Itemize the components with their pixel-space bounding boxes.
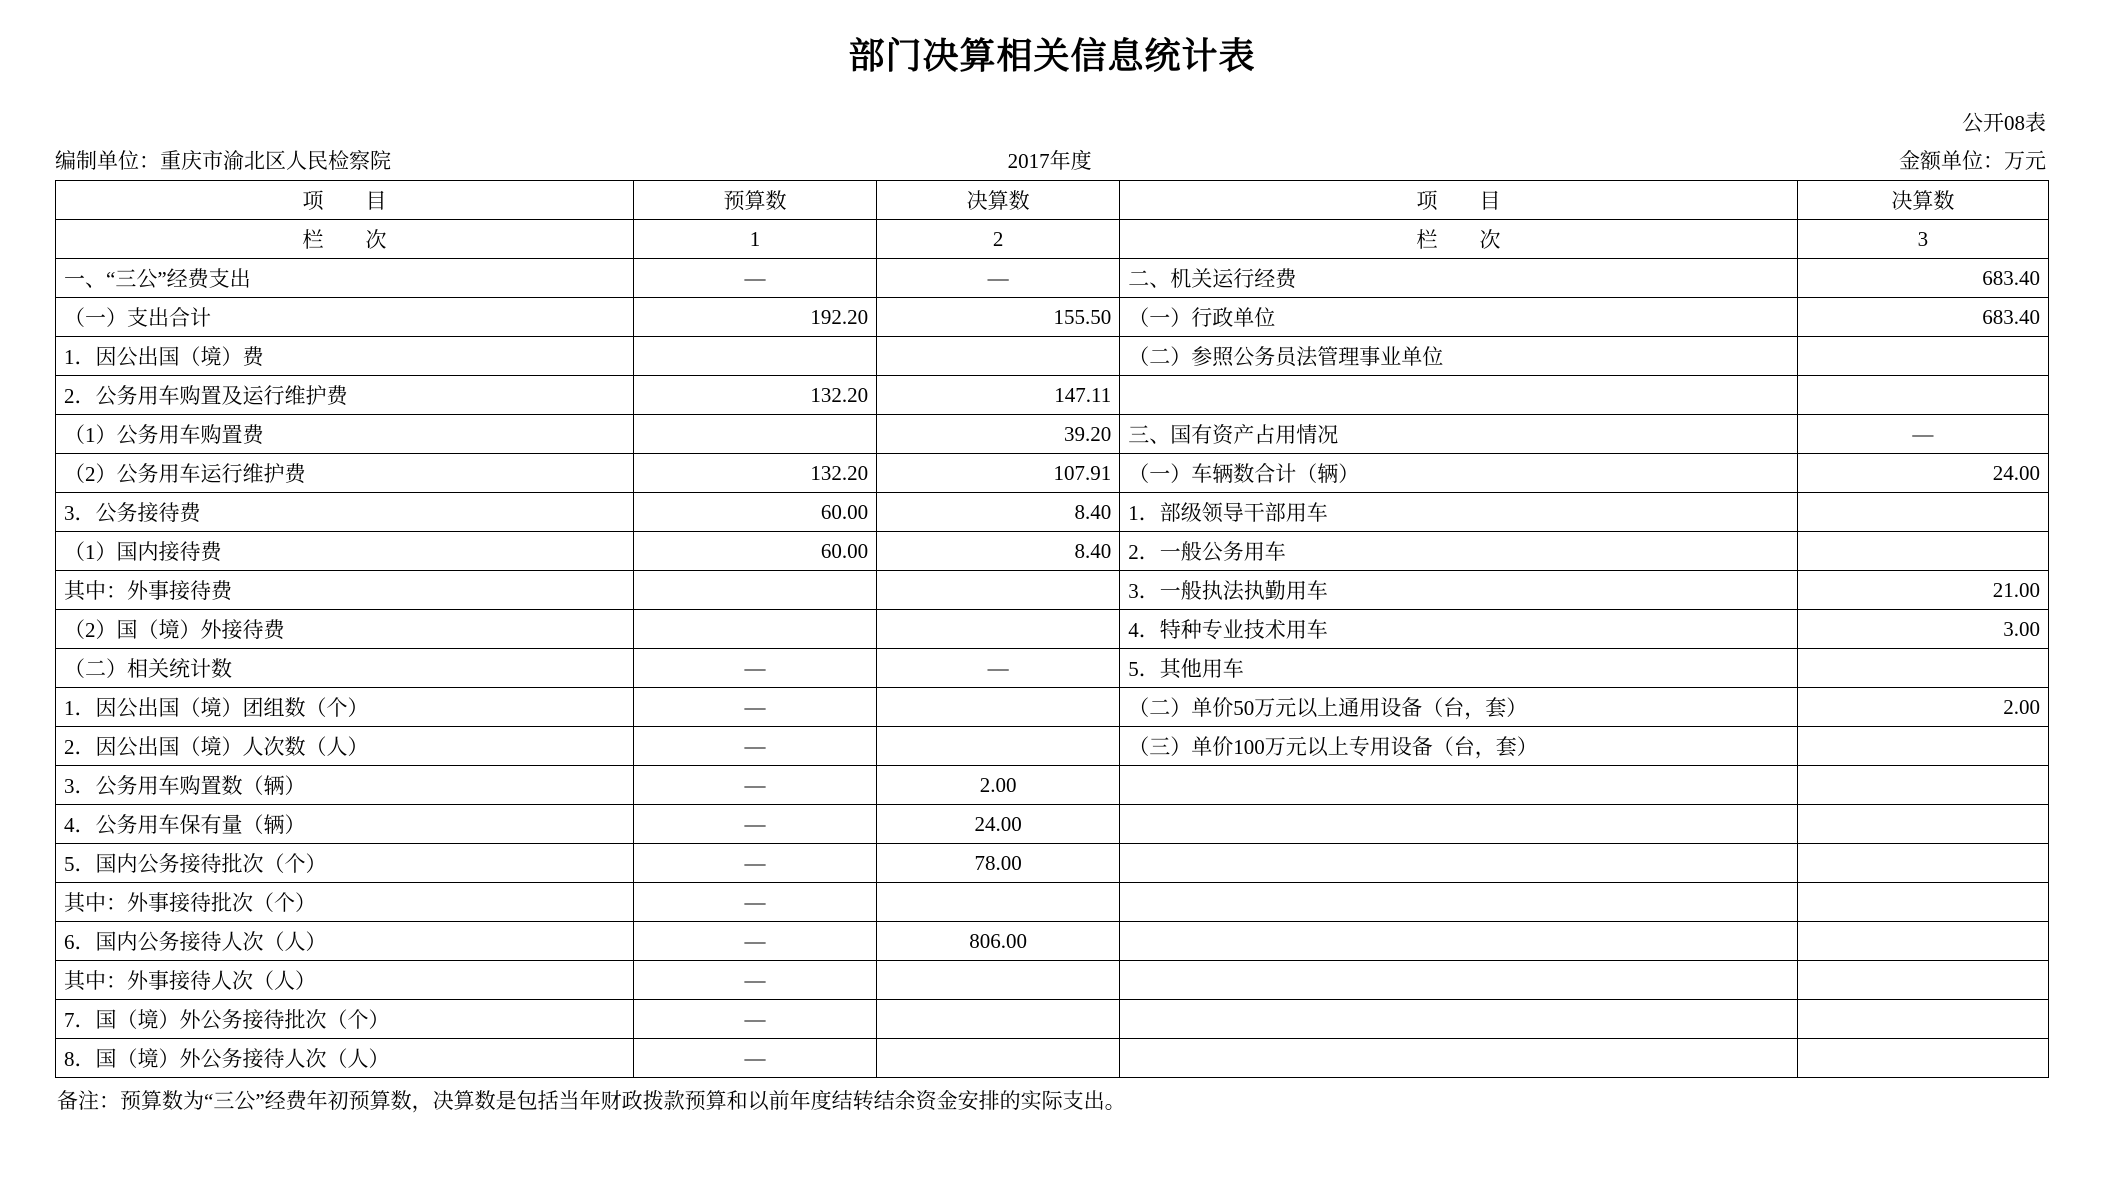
row-left-item: （一）支出合计	[56, 298, 634, 337]
row-left-item: （2）国（境）外接待费	[56, 610, 634, 649]
table-column-index-row	[56, 220, 2049, 259]
row-budget-value: —	[633, 688, 876, 727]
row-final-value	[877, 961, 1120, 1000]
row-right-item	[1120, 844, 1798, 883]
compiling-unit-label: 编制单位：重庆市渝北区人民检察院	[55, 149, 391, 173]
document-page	[0, 28, 2104, 1200]
header-right-item: 项 目	[1120, 181, 1798, 220]
column-index-3: 3	[1797, 220, 2048, 259]
row-left-item: （1）公务用车购置费	[56, 415, 634, 454]
column-index-2: 2	[877, 220, 1120, 259]
row-right-final-value	[1797, 727, 2048, 766]
row-right-item	[1120, 766, 1798, 805]
table-header-row	[56, 181, 2049, 220]
row-right-final-value: 683.40	[1797, 298, 2048, 337]
row-budget-value	[633, 415, 876, 454]
row-right-item: （二）参照公务员法管理事业单位	[1120, 337, 1798, 376]
row-final-value: 78.00	[877, 844, 1120, 883]
header-right-final: 决算数	[1797, 181, 2048, 220]
row-right-final-value: 3.00	[1797, 610, 2048, 649]
row-right-item: （二）单价50万元以上通用设备（台，套）	[1120, 688, 1798, 727]
row-left-item: 8．国（境）外公务接待人次（人）	[56, 1039, 634, 1078]
row-left-item: 3．公务用车购置数（辆）	[56, 766, 634, 805]
table-row	[56, 688, 2049, 727]
row-right-final-value	[1797, 376, 2048, 415]
row-right-item: 4．特种专业技术用车	[1120, 610, 1798, 649]
table-row	[56, 415, 2049, 454]
row-left-item: 一、“三公”经费支出	[56, 259, 634, 298]
row-final-value: 24.00	[877, 805, 1120, 844]
row-right-item: （一）车辆数合计（辆）	[1120, 454, 1798, 493]
row-right-item	[1120, 805, 1798, 844]
row-left-item: 7．国（境）外公务接待批次（个）	[56, 1000, 634, 1039]
row-right-item	[1120, 883, 1798, 922]
row-right-item: 2．一般公务用车	[1120, 532, 1798, 571]
row-right-final-value: 21.00	[1797, 571, 2048, 610]
row-final-value: 8.40	[877, 493, 1120, 532]
row-left-item: 6．国内公务接待人次（人）	[56, 922, 634, 961]
row-budget-value: 60.00	[633, 532, 876, 571]
row-final-value	[877, 610, 1120, 649]
row-right-final-value	[1797, 805, 2048, 844]
header-left-item: 项 目	[56, 181, 634, 220]
row-right-final-value	[1797, 883, 2048, 922]
row-left-item: 其中：外事接待人次（人）	[56, 961, 634, 1000]
row-left-item: （二）相关统计数	[56, 649, 634, 688]
row-right-item: 3．一般执法执勤用车	[1120, 571, 1798, 610]
row-right-final-value	[1797, 337, 2048, 376]
table-row	[56, 844, 2049, 883]
row-right-final-value: 24.00	[1797, 454, 2048, 493]
row-right-item: 1．部级领导干部用车	[1120, 493, 1798, 532]
row-left-item: 其中：外事接待批次（个）	[56, 883, 634, 922]
row-left-item: （2）公务用车运行维护费	[56, 454, 634, 493]
table-row	[56, 922, 2049, 961]
row-left-item: 1．因公出国（境）费	[56, 337, 634, 376]
row-budget-value: 192.20	[633, 298, 876, 337]
table-row	[56, 805, 2049, 844]
row-right-final-value	[1797, 649, 2048, 688]
row-left-item: 其中：外事接待费	[56, 571, 634, 610]
row-budget-value	[633, 571, 876, 610]
row-budget-value: —	[633, 1000, 876, 1039]
table-row	[56, 337, 2049, 376]
table-row	[56, 376, 2049, 415]
row-right-item	[1120, 1039, 1798, 1078]
row-budget-value: —	[633, 766, 876, 805]
row-budget-value: —	[633, 883, 876, 922]
row-right-item	[1120, 376, 1798, 415]
row-final-value: —	[877, 259, 1120, 298]
header-final: 决算数	[877, 181, 1120, 220]
row-right-final-value	[1797, 493, 2048, 532]
fiscal-year-label: 2017年度	[1007, 149, 1092, 173]
row-budget-value: —	[633, 922, 876, 961]
row-right-item	[1120, 1000, 1798, 1039]
row-budget-value: 60.00	[633, 493, 876, 532]
row-right-item: （三）单价100万元以上专用设备（台，套）	[1120, 727, 1798, 766]
row-right-final-value	[1797, 922, 2048, 961]
row-left-item: 1．因公出国（境）团组数（个）	[56, 688, 634, 727]
row-final-value: 2.00	[877, 766, 1120, 805]
row-budget-value: 132.20	[633, 454, 876, 493]
row-right-final-value	[1797, 532, 2048, 571]
column-label-left: 栏 次	[56, 220, 634, 259]
row-right-final-value	[1797, 961, 2048, 1000]
row-budget-value: —	[633, 649, 876, 688]
row-budget-value: —	[633, 1039, 876, 1078]
row-final-value: 39.20	[877, 415, 1120, 454]
table-row	[56, 259, 2049, 298]
table-row	[56, 649, 2049, 688]
table-row	[56, 610, 2049, 649]
amount-unit-label: 金额单位：万元	[1899, 149, 2046, 173]
row-right-final-value: 683.40	[1797, 259, 2048, 298]
table-row	[56, 883, 2049, 922]
row-right-item	[1120, 961, 1798, 1000]
row-budget-value	[633, 337, 876, 376]
table-row	[56, 961, 2049, 1000]
row-final-value: —	[877, 649, 1120, 688]
row-right-item	[1120, 922, 1798, 961]
row-right-final-value	[1797, 1000, 2048, 1039]
row-final-value: 107.91	[877, 454, 1120, 493]
table-row	[56, 766, 2049, 805]
table-footnote: 备注：预算数为“三公”经费年初预算数，决算数是包括当年财政拨款预算和以前年度结转结余资金安排的实际支出。	[57, 1089, 1126, 1113]
table-row	[56, 1039, 2049, 1078]
column-index-1: 1	[633, 220, 876, 259]
document-meta	[55, 145, 2049, 175]
table-row	[56, 532, 2049, 571]
row-right-final-value	[1797, 844, 2048, 883]
row-final-value	[877, 1000, 1120, 1039]
row-final-value: 806.00	[877, 922, 1120, 961]
row-final-value	[877, 571, 1120, 610]
row-left-item: 3．公务接待费	[56, 493, 634, 532]
row-final-value: 147.11	[877, 376, 1120, 415]
row-budget-value	[633, 610, 876, 649]
row-final-value	[877, 883, 1120, 922]
column-label-right: 栏 次	[1120, 220, 1798, 259]
row-right-final-value: —	[1797, 415, 2048, 454]
row-budget-value: —	[633, 961, 876, 1000]
row-final-value: 8.40	[877, 532, 1120, 571]
row-final-value: 155.50	[877, 298, 1120, 337]
row-budget-value: 132.20	[633, 376, 876, 415]
row-budget-value: —	[633, 259, 876, 298]
row-right-item: 三、国有资产占用情况	[1120, 415, 1798, 454]
row-left-item: 5．国内公务接待批次（个）	[56, 844, 634, 883]
table-row	[56, 1000, 2049, 1039]
row-right-final-value: 2.00	[1797, 688, 2048, 727]
table-row	[56, 571, 2049, 610]
row-budget-value: —	[633, 844, 876, 883]
row-right-final-value	[1797, 1039, 2048, 1078]
row-final-value	[877, 688, 1120, 727]
table-row	[56, 454, 2049, 493]
row-final-value	[877, 1039, 1120, 1078]
row-budget-value: —	[633, 805, 876, 844]
row-right-item: 二、机关运行经费	[1120, 259, 1798, 298]
header-budget: 预算数	[633, 181, 876, 220]
row-right-final-value	[1797, 766, 2048, 805]
row-final-value	[877, 337, 1120, 376]
table-row	[56, 493, 2049, 532]
table-row	[56, 298, 2049, 337]
page-title: 部门决算相关信息统计表	[848, 36, 1256, 76]
row-budget-value: —	[633, 727, 876, 766]
form-code-label: 公开08表	[1962, 111, 2046, 135]
row-right-item: 5．其他用车	[1120, 649, 1798, 688]
row-left-item: 4．公务用车保有量（辆）	[56, 805, 634, 844]
row-left-item: 2．公务用车购置及运行维护费	[56, 376, 634, 415]
table-row	[56, 727, 2049, 766]
budget-final-accounts-table	[55, 180, 2049, 1078]
row-right-item: （一）行政单位	[1120, 298, 1798, 337]
row-left-item: （1）国内接待费	[56, 532, 634, 571]
row-final-value	[877, 727, 1120, 766]
row-left-item: 2．因公出国（境）人次数（人）	[56, 727, 634, 766]
